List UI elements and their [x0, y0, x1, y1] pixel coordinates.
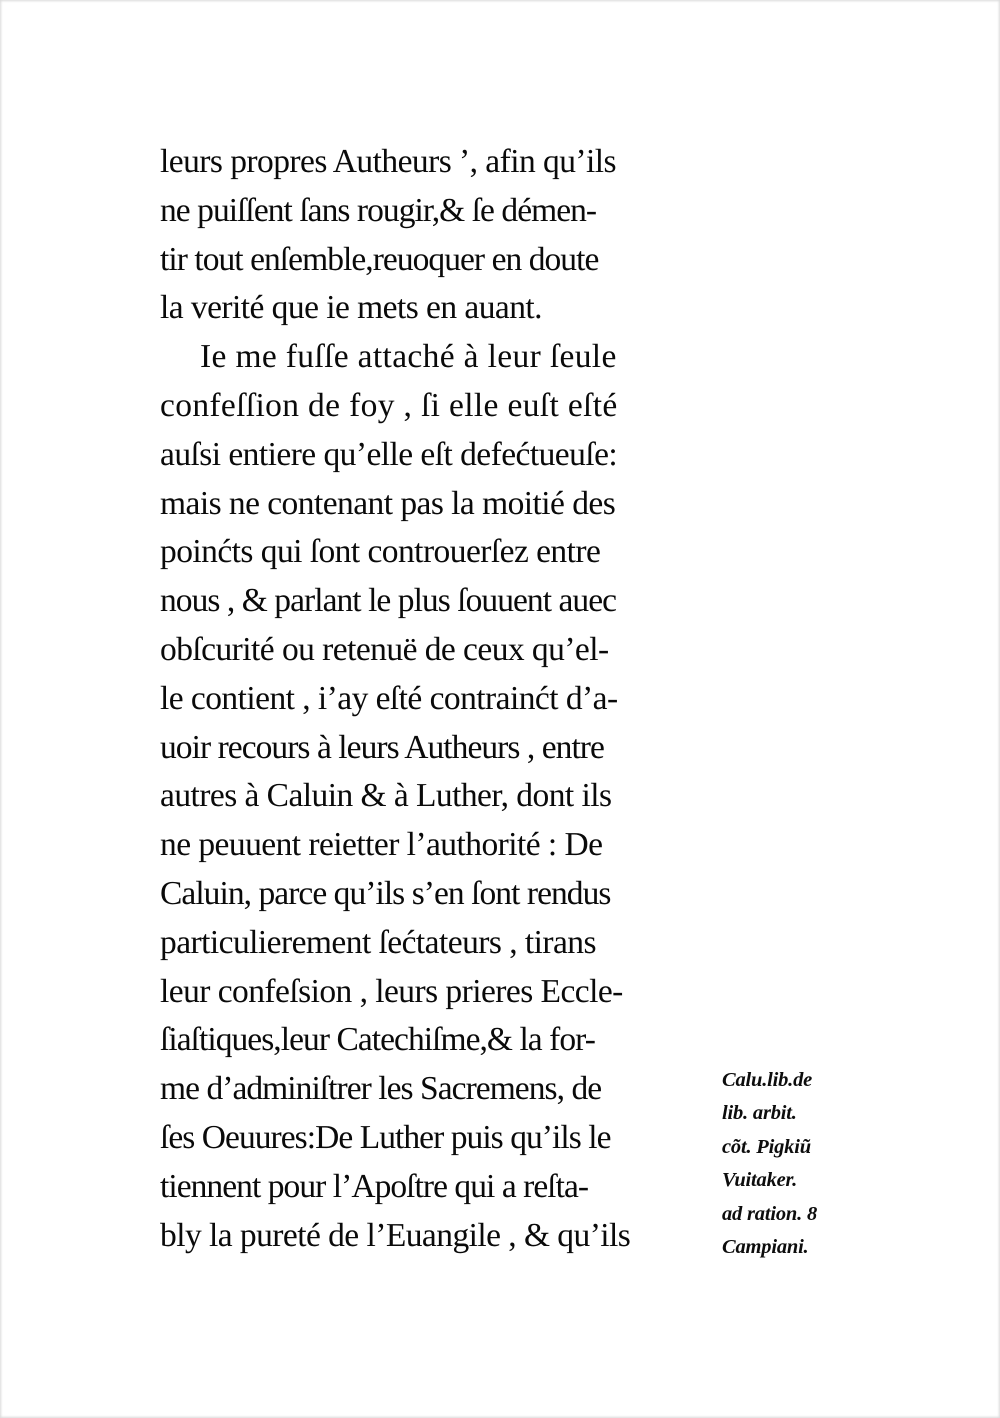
text-line: ſes Oeuures:De Luther puis qu’ils le	[160, 1118, 611, 1156]
text-line: bly la pureté de l’Euangile , & qu’ils	[160, 1216, 631, 1254]
margin-note-line: ad ration. 8	[722, 1202, 817, 1225]
text-line: Ie me fuſſe attaché à leur ſeule	[200, 338, 617, 376]
margin-note-line: Calu.lib.de	[722, 1069, 813, 1091]
text-line: ſiaſtiques,leur Catechiſme,& la for-	[160, 1021, 595, 1059]
text-line: particulierement ſećtateurs , tirans	[160, 923, 596, 961]
text-line: obſcurité ou retenuë de ceux qu’el-	[160, 630, 609, 668]
marginal-note	[722, 1064, 872, 1264]
text-line: leur confeſsion , leurs prieres Eccle-	[160, 972, 623, 1010]
text-line: poinćts qui ſont controuerſez entre	[160, 533, 601, 571]
margin-note-line: lib. arbit.	[722, 1102, 797, 1125]
margin-note-line: Vuitaker.	[722, 1169, 798, 1192]
text-line: ne peuuent reietter l’authorité : De	[160, 826, 603, 864]
text-line: Caluin, parce qu’ils s’en ſont rendus	[160, 874, 611, 912]
text-line: la verité que ie mets en auant.	[160, 289, 542, 327]
margin-note-line: Campiani.	[722, 1236, 809, 1259]
text-line: autres à Caluin & à Luther, dont ils	[160, 777, 612, 815]
margin-note-line: cõt. Pigkiũ	[722, 1135, 811, 1158]
text-line: le contient , i’ay eſté contrainćt d’a-	[160, 679, 618, 717]
paragraph-2	[160, 333, 720, 1260]
text-line: confeſſion de foy , ſi elle euſt eſté	[160, 386, 618, 424]
main-text-block	[160, 138, 720, 1260]
text-line: auſsi entiere qu’elle eſt defećtueuſe:	[160, 435, 618, 473]
text-line: mais ne contenant pas la moitié des	[160, 484, 616, 522]
text-line: tiennent pour l’Apoſtre qui a reſta-	[160, 1167, 589, 1205]
paragraph-1	[160, 138, 720, 333]
text-line: tir tout enſemble,reuoquer en doute	[160, 240, 599, 278]
text-line: ne puiſſent ſans rougir,& ſe démen-	[160, 191, 597, 229]
text-line: me d’adminiſtrer les Sacremens, de	[160, 1070, 602, 1108]
text-line: nous , & parlant le plus ſouuent auec	[160, 582, 617, 620]
text-line: uoir recours à leurs Autheurs , entre	[160, 728, 604, 766]
text-line: leurs propres Autheurs ʼ, afin qu’ils	[160, 143, 616, 180]
